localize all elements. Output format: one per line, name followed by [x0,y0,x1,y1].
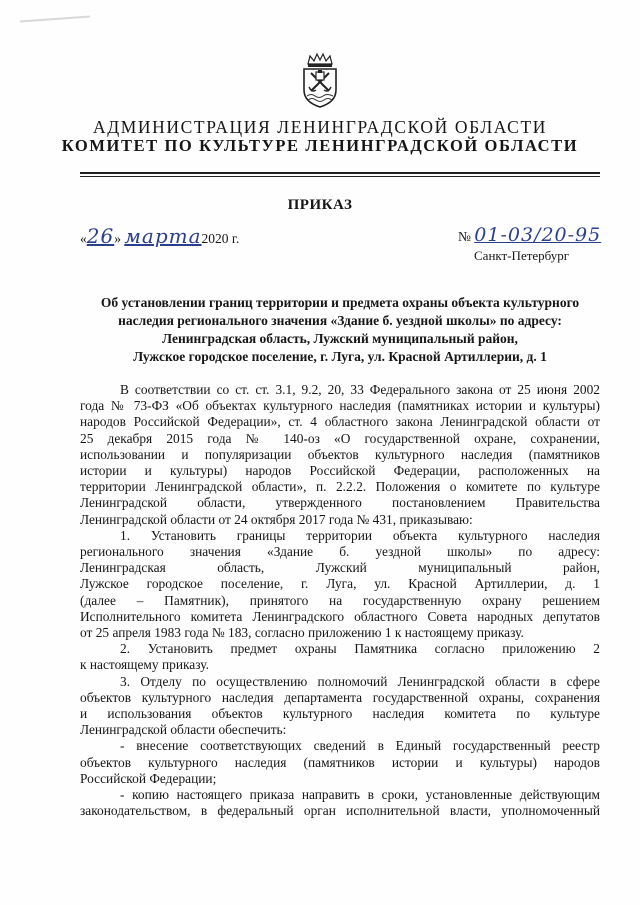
order-title: ПРИКАЗ [287,197,353,213]
body-line: Лужское городское поселение, г. Луга, ул. Красной Артиллерии, д. 1 [80,576,600,592]
header-divider [80,172,600,174]
city: Санкт-Петербург [474,248,570,263]
body-line: истории и культуры) народов Российской Федерации, расположенных на [80,463,600,479]
organization-name: АДМИНИСТРАЦИЯ ЛЕНИНГРАДСКОЙ ОБЛАСТИ [93,117,547,137]
number-handwritten: 01-03/20-95 [474,224,602,246]
date-open-quote: « [80,231,87,246]
date-month-handwritten: марта [124,224,202,248]
body-line: законодательством, в федеральный орган исполнительной власти, уполномоченный [80,803,600,819]
body-line: В соответствии со ст. ст. 3.1, 9.2, 20, 33 Федерального закона от 25 июня 2002 [120,382,600,397]
body-line: объектов культурного наследия департамента государственной охраны, сохранения [80,689,600,705]
body-line: - копию настоящего приказа направить в сроки, установленные действующим [120,787,600,803]
body-line: года № 73-ФЗ «Об объектах культурного наследия (памятниках истории и культуры) [80,398,600,414]
subject-line: Об установлении границ территории и предмета охраны объекта культурного [100,295,580,310]
scan-artifact [20,16,90,23]
order-date [80,224,239,248]
body-line: - внесение соответствующих сведений в Единый государственный реестр [120,738,600,754]
body-line: 3. Отделу по осуществлению полномочий Ленинградской области в сфере [120,673,600,689]
header-divider-thin [80,176,600,177]
body-line: к настоящему приказу. [80,657,209,673]
subject-line: наследия регионального значения «Здание б. уездной школы» по адресу: [118,313,562,328]
body-line: и использования объектов культурного наследия комитета по культуре [80,706,600,722]
body-line: Ленинградская область, Лужский муниципальный район, [80,560,600,576]
body-line: от 25 апреля 1983 года № 183, согласно приложению 1 к настоящему приказу. [80,625,524,641]
body-line: (далее – Памятник), принятого на государственную охрану решением [80,592,600,608]
number-label: № [458,229,471,244]
subject-line: Ленинградская область, Лужский муниципальный район, [162,331,518,346]
body-line: 2. Установить предмет охраны Памятника согласно приложению 2 [120,641,600,657]
body-line: объектов культурного наследия (памятников истории и культуры) народов [80,754,600,770]
order-subject [80,294,600,366]
body-line: Ленинградской области от 24 октября 2017 года № 431, приказываю: [80,511,473,527]
body-line: регионального значения «Здание б. уездной школы» по адресу: [80,544,600,560]
body-line: территории Ленинградской области», п. 2.2.2. Положения о комитете по культуре [80,479,600,495]
committee-name: КОМИТЕТ ПО КУЛЬТУРЕ ЛЕНИНГРАДСКОЙ ОБЛАСТИ [61,136,579,155]
order-number [458,224,601,246]
order-body [80,382,600,819]
body-line: Ленинградской области, утвержденного постановлением Правительства [80,495,600,511]
body-line: Ленинградской области обеспечить: [80,722,287,738]
body-line: Исполнительного комитета Ленинградского областного Совета народных депутатов [80,608,600,624]
date-year: 2020 г. [201,231,240,246]
date-close-quote: » [114,231,121,246]
coat-of-arms-icon [300,52,340,108]
body-line: 25 декабря 2015 года № 140-оз «О государственной охране, сохранении, [80,430,600,446]
body-line: народов Российской Федерации», ст. 4 областного закона Ленинградской области от [80,414,600,430]
date-day-handwritten: 26 [86,224,115,248]
subject-line: Лужское городское поселение, г. Луга, ул. Красной Артиллерии, д. 1 [133,349,547,364]
body-line: Российской Федерации; [80,770,217,786]
body-line: 1. Установить границы территории объекта культурного наследия [120,527,600,543]
body-line: использовании и популяризации объектов культурного наследия (памятников [80,446,600,462]
